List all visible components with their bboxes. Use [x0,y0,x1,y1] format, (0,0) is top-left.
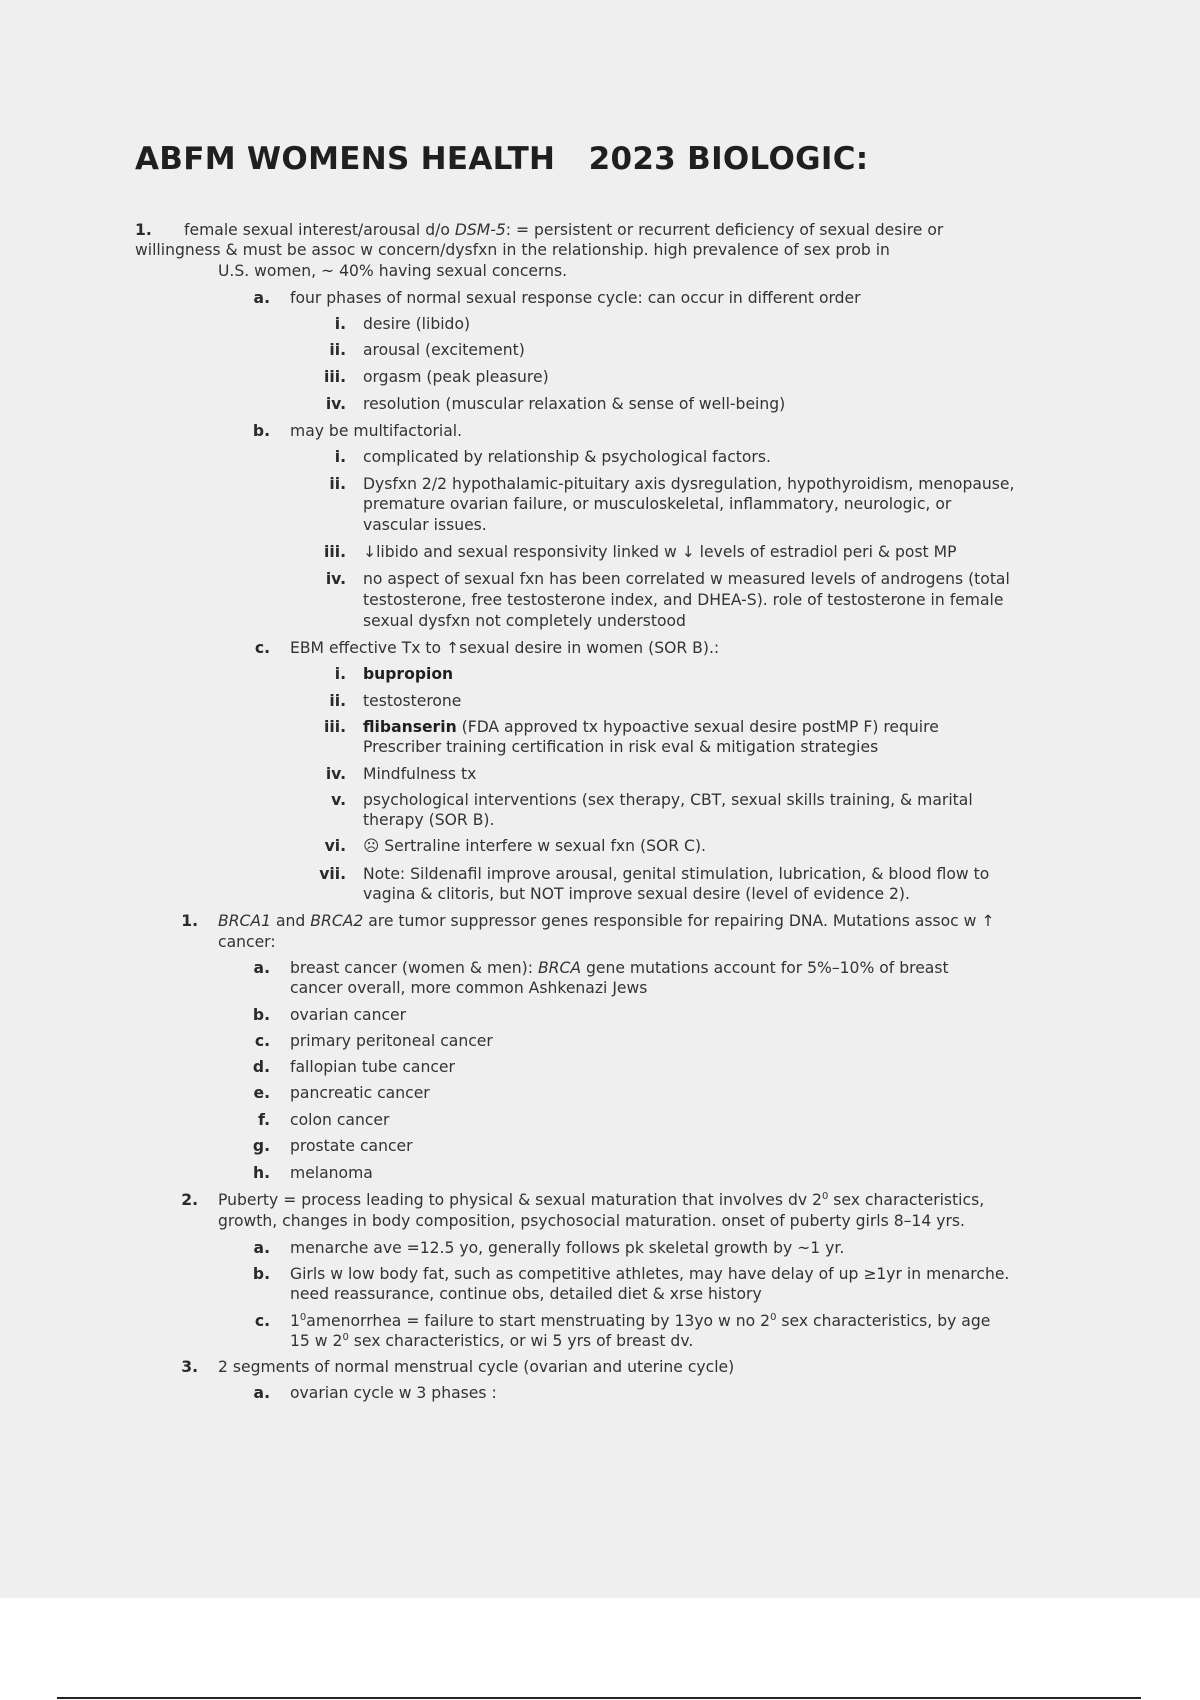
italic-text: DSM-5 [454,221,506,239]
list-marker: a. [253,1239,270,1257]
list-marker: a. [253,1384,270,1402]
list-item: may be multifactorial. [290,422,463,440]
list-marker: g. [252,1137,270,1155]
list-marker: c. [254,1312,270,1330]
list-marker: ii. [329,692,346,710]
text-run: Puberty = process leading to physical & sexual maturation that involves dv 2 [218,1191,822,1209]
page-footer-rule [57,1697,1141,1699]
list-item: Dysfxn 2/2 hypothalamic-pituitary axis dysregulation, hypothyroidism, menopause, [363,475,1015,493]
list-marker: v. [331,791,346,809]
bold-text: flibanserin [363,718,457,736]
superscript: 0 [770,1311,777,1323]
list-marker: vi. [324,837,346,855]
list-item: no aspect of sexual fxn has been correlated w measured levels of androgens (total [363,570,1010,588]
list-item-continuation [290,1331,693,1352]
list-item: four phases of normal sexual response cycle: can occur in different order [290,289,861,307]
text-run: are tumor suppressor genes responsible for repairing DNA. Mutations assoc w ↑ [363,912,995,930]
text-run: sex characteristics, [828,1191,985,1209]
list-item: complicated by relationship & psychological factors. [363,448,771,466]
text-run: sex characteristics, by age [776,1312,991,1330]
list-item-continuation: premature ovarian failure, or musculoskeletal, inflammatory, neurologic, or [363,495,952,513]
list-marker: ii. [329,475,346,493]
paragraph-line: willingness & must be assoc w concern/dysfxn in the relationship. high prevalence of sex prob in [135,241,890,259]
list-item: arousal (excitement) [363,341,525,359]
text-run: sex characteristics, or wi 5 yrs of breast dv. [348,1332,694,1350]
list-item: Girls w low body fat, such as competitive athletes, may have delay of up ≥1yr in menarche. [290,1265,1010,1283]
list-item: bupropion [363,665,454,683]
list-marker: b. [252,1265,270,1283]
list-marker: iii. [324,718,346,736]
list-item: ovarian cycle w 3 phases : [290,1384,497,1402]
text-run: breast cancer (women & men): [290,959,538,977]
text-run: female sexual interest/arousal d/o [184,221,455,239]
list-item-continuation: Prescriber training certification in risk eval & mitigation strategies [363,738,879,756]
list-item-continuation: vascular issues. [363,516,487,534]
list-marker: a. [253,959,270,977]
list-item [290,958,949,979]
list-item: melanoma [290,1164,373,1182]
list-item: desire (libido) [363,315,471,333]
text-run: : = persistent or recurrent deficiency of sexual desire or [505,221,944,239]
list-marker: ii. [329,341,346,359]
list-marker: iii. [324,368,346,386]
text-run: 1 [290,1312,300,1330]
paragraph-line: U.S. women, ~ 40% having sexual concerns. [218,262,568,280]
list-marker: iv. [325,570,346,588]
text-run: and [271,912,311,930]
list-item: fallopian tube cancer [290,1058,455,1076]
list-item: ovarian cancer [290,1006,407,1024]
italic-text: BRCA2 [310,912,364,930]
list-item: colon cancer [290,1111,390,1129]
list-item: Note: Sildenafil improve arousal, genital stimulation, lubrication, & blood flow to [363,865,990,883]
list-marker: i. [334,448,346,466]
list-item-continuation: therapy (SOR B). [363,811,495,829]
list-marker: iii. [324,543,346,561]
list-item-continuation: cancer overall, more common Ashkenazi Jews [290,979,648,997]
list-item-continuation: cancer: [218,933,276,951]
list-item-continuation: testosterone, free testosterone index, and DHEA-S). role of testosterone in female [363,591,1004,609]
superscript: 0 [821,1190,829,1202]
list-item [363,717,939,738]
list-marker: f. [258,1111,270,1129]
text-run: (FDA approved tx hypoactive sexual desire postMP F) require [456,718,939,736]
list-item [218,1190,984,1211]
list-item: pancreatic cancer [290,1084,430,1102]
list-item: EBM effective Tx to ↑sexual desire in women (SOR B).: [290,639,720,657]
list-item: ☹ Sertraline interfere w sexual fxn (SOR C). [363,837,706,855]
list-item: prostate cancer [290,1137,413,1155]
list-item [218,911,994,932]
list-item: ↓libido and sexual responsivity linked w ↓ levels of estradiol peri & post MP [363,543,957,561]
list-item-continuation: need reassurance, continue obs, detailed diet & xrse history [290,1285,762,1303]
list-item: primary peritoneal cancer [290,1032,493,1050]
paragraph-line [184,220,943,241]
list-marker: i. [334,315,346,333]
list-marker: 2. [181,1191,198,1209]
list-marker: b. [252,422,270,440]
document-title: ABFM WOMENS HEALTH 2023 BIOLOGIC: [135,141,869,177]
list-item-continuation: vagina & clitoris, but NOT improve sexual desire (level of evidence 2). [363,885,910,903]
list-marker: d. [252,1058,270,1076]
list-item: menarche ave =12.5 yo, generally follows pk skeletal growth by ~1 yr. [290,1239,845,1257]
list-item: resolution (muscular relaxation & sense of well-being) [363,395,786,413]
text-run: 15 w 2 [290,1332,343,1350]
list-marker: c. [254,639,270,657]
list-item: orgasm (peak pleasure) [363,368,549,386]
list-marker: 1. [135,221,152,239]
list-marker: iv. [325,395,346,413]
list-marker: 1. [181,912,198,930]
italic-text: BRCA1 [218,912,272,930]
list-marker: e. [253,1084,270,1102]
list-marker: 3. [181,1358,198,1376]
text-run: gene mutations account for 5%–10% of breast [581,959,949,977]
list-marker: c. [254,1032,270,1050]
list-item [290,1311,990,1332]
list-marker: h. [252,1164,270,1182]
list-marker: b. [252,1006,270,1024]
italic-text: BRCA [537,959,582,977]
list-item: 2 segments of normal menstrual cycle (ovarian and uterine cycle) [218,1358,735,1376]
list-item-continuation: sexual dysfxn not completely understood [363,612,686,630]
superscript: 0 [299,1311,307,1323]
list-item: psychological interventions (sex therapy, CBT, sexual skills training, & marital [363,791,973,809]
list-marker: a. [253,289,270,307]
list-item: testosterone [363,692,462,710]
list-marker: vii. [319,865,346,883]
list-item: Mindfulness tx [363,765,477,783]
text-run: amenorrhea = failure to start menstruating by 13yo w no 2 [306,1312,771,1330]
list-marker: i. [334,665,346,683]
superscript: 0 [342,1331,349,1343]
list-item-continuation: growth, changes in body composition, psychosocial maturation. onset of puberty girls 8–14 yrs. [218,1212,965,1230]
list-marker: iv. [325,765,346,783]
